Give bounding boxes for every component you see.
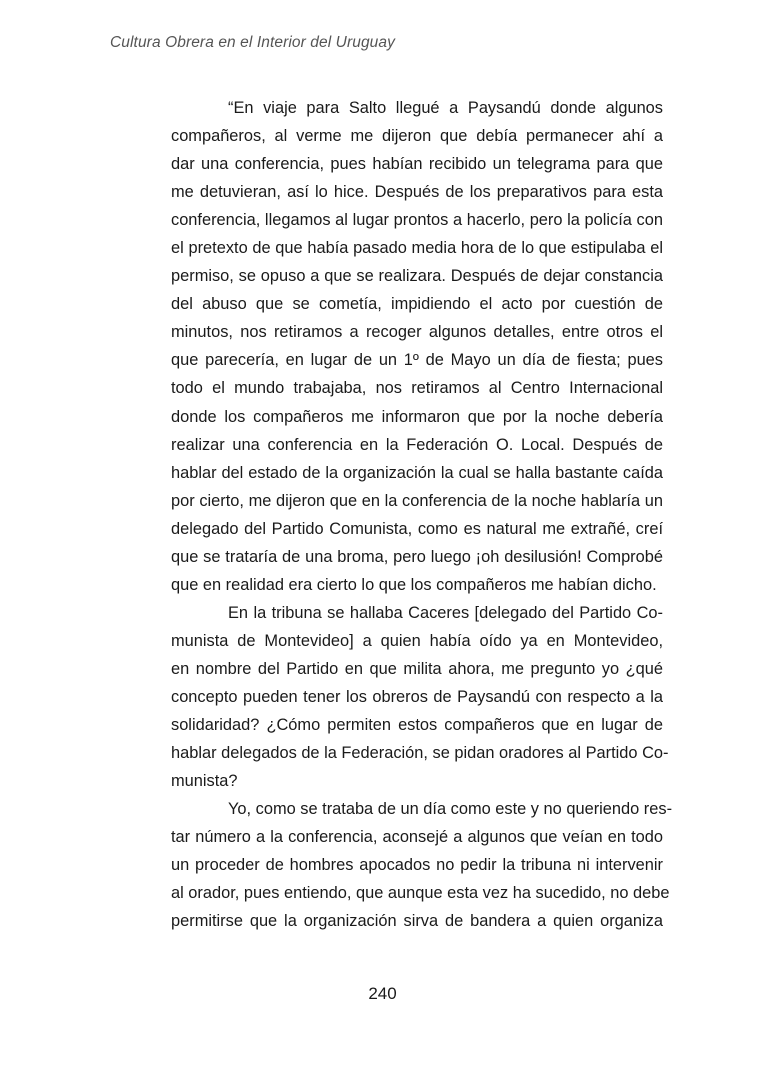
text-line: munista?: [171, 772, 238, 791]
text-line: minutos, nos retiramos a recoger algunos detalles, entre otros el: [171, 323, 663, 342]
text-line: En la tribuna se hallaba Caceres [delegado del Partido Co-: [228, 603, 663, 622]
paragraph-2: [171, 599, 669, 795]
text-line: concepto pueden tener los obreros de Paysandú con respecto a la: [171, 687, 663, 706]
text-line: permitirse que la organización sirva de bandera a quien organiza: [171, 912, 663, 931]
text-line: que en realidad era cierto lo que los compañeros me habían dicho.: [171, 575, 657, 594]
paragraph-3: [171, 795, 673, 935]
text-line: “En viaje para Salto llegué a Paysandú donde algunos: [228, 99, 663, 117]
text-line: munista de Montevideo] a quien había oído ya en Montevideo,: [171, 631, 663, 650]
text-line: delegado del Partido Comunista, como es natural me extrañé, creí: [171, 519, 663, 538]
text-line: el pretexto de que había pasado media hora de lo que estipulaba el: [171, 239, 663, 258]
text-line: solidaridad? ¿Cómo permiten estos compañeros que en lugar de: [171, 716, 663, 735]
text-line: hablar delegados de la Federación, se pidan oradores al Partido Co-: [171, 744, 669, 763]
text-line: tar número a la conferencia, aconsejé a algunos que veían en todo: [171, 828, 663, 847]
text-line: por cierto, me dijeron que en la conferencia de la noche hablaría un: [171, 491, 663, 510]
page-number: 240: [368, 984, 397, 1003]
text-line: Yo, como se trataba de un día como este y no queriendo res-: [228, 800, 673, 819]
text-line: del abuso que se cometía, impidiendo el acto por cuestión de: [171, 295, 663, 314]
paragraph-1: [171, 94, 663, 599]
text-line: hablar del estado de la organización la cual se halla bastante caída: [171, 463, 663, 482]
text-line: dar una conferencia, pues habían recibido un telegrama para que: [171, 155, 663, 174]
text-line: me detuvieran, así lo hice. Después de los preparativos para esta: [171, 183, 663, 202]
text-line: donde los compañeros me informaron que por la noche debería: [171, 407, 663, 426]
text-line: compañeros, al verme me dijeron que debía permanecer ahí a: [171, 127, 663, 146]
text-line: al orador, pues entiendo, que aunque esta vez ha sucedido, no debe: [171, 884, 670, 903]
text-line: permiso, se opuso a que se realizara. Después de dejar constancia: [171, 267, 663, 286]
text-line: conferencia, llegamos al lugar prontos a hacerlo, pero la policía con: [171, 211, 663, 230]
text-line: que se trataría de una broma, pero luego ¡oh desilusión! Comprobé: [171, 547, 663, 566]
text-line: realizar una conferencia en la Federación O. Local. Después de: [171, 435, 663, 454]
text-line: un proceder de hombres apocados no pedir la tribuna ni intervenir: [171, 856, 663, 875]
body-text: [171, 94, 673, 935]
running-header: Cultura Obrera en el Interior del Uruguay: [110, 34, 395, 51]
text-line: que parecería, en lugar de un 1º de Mayo un día de fiesta; pues: [171, 351, 663, 370]
text-line: en nombre del Partido en que milita ahora, me pregunto yo ¿qué: [171, 659, 663, 678]
text-line: todo el mundo trabajaba, nos retiramos al Centro Internacional: [171, 379, 663, 398]
